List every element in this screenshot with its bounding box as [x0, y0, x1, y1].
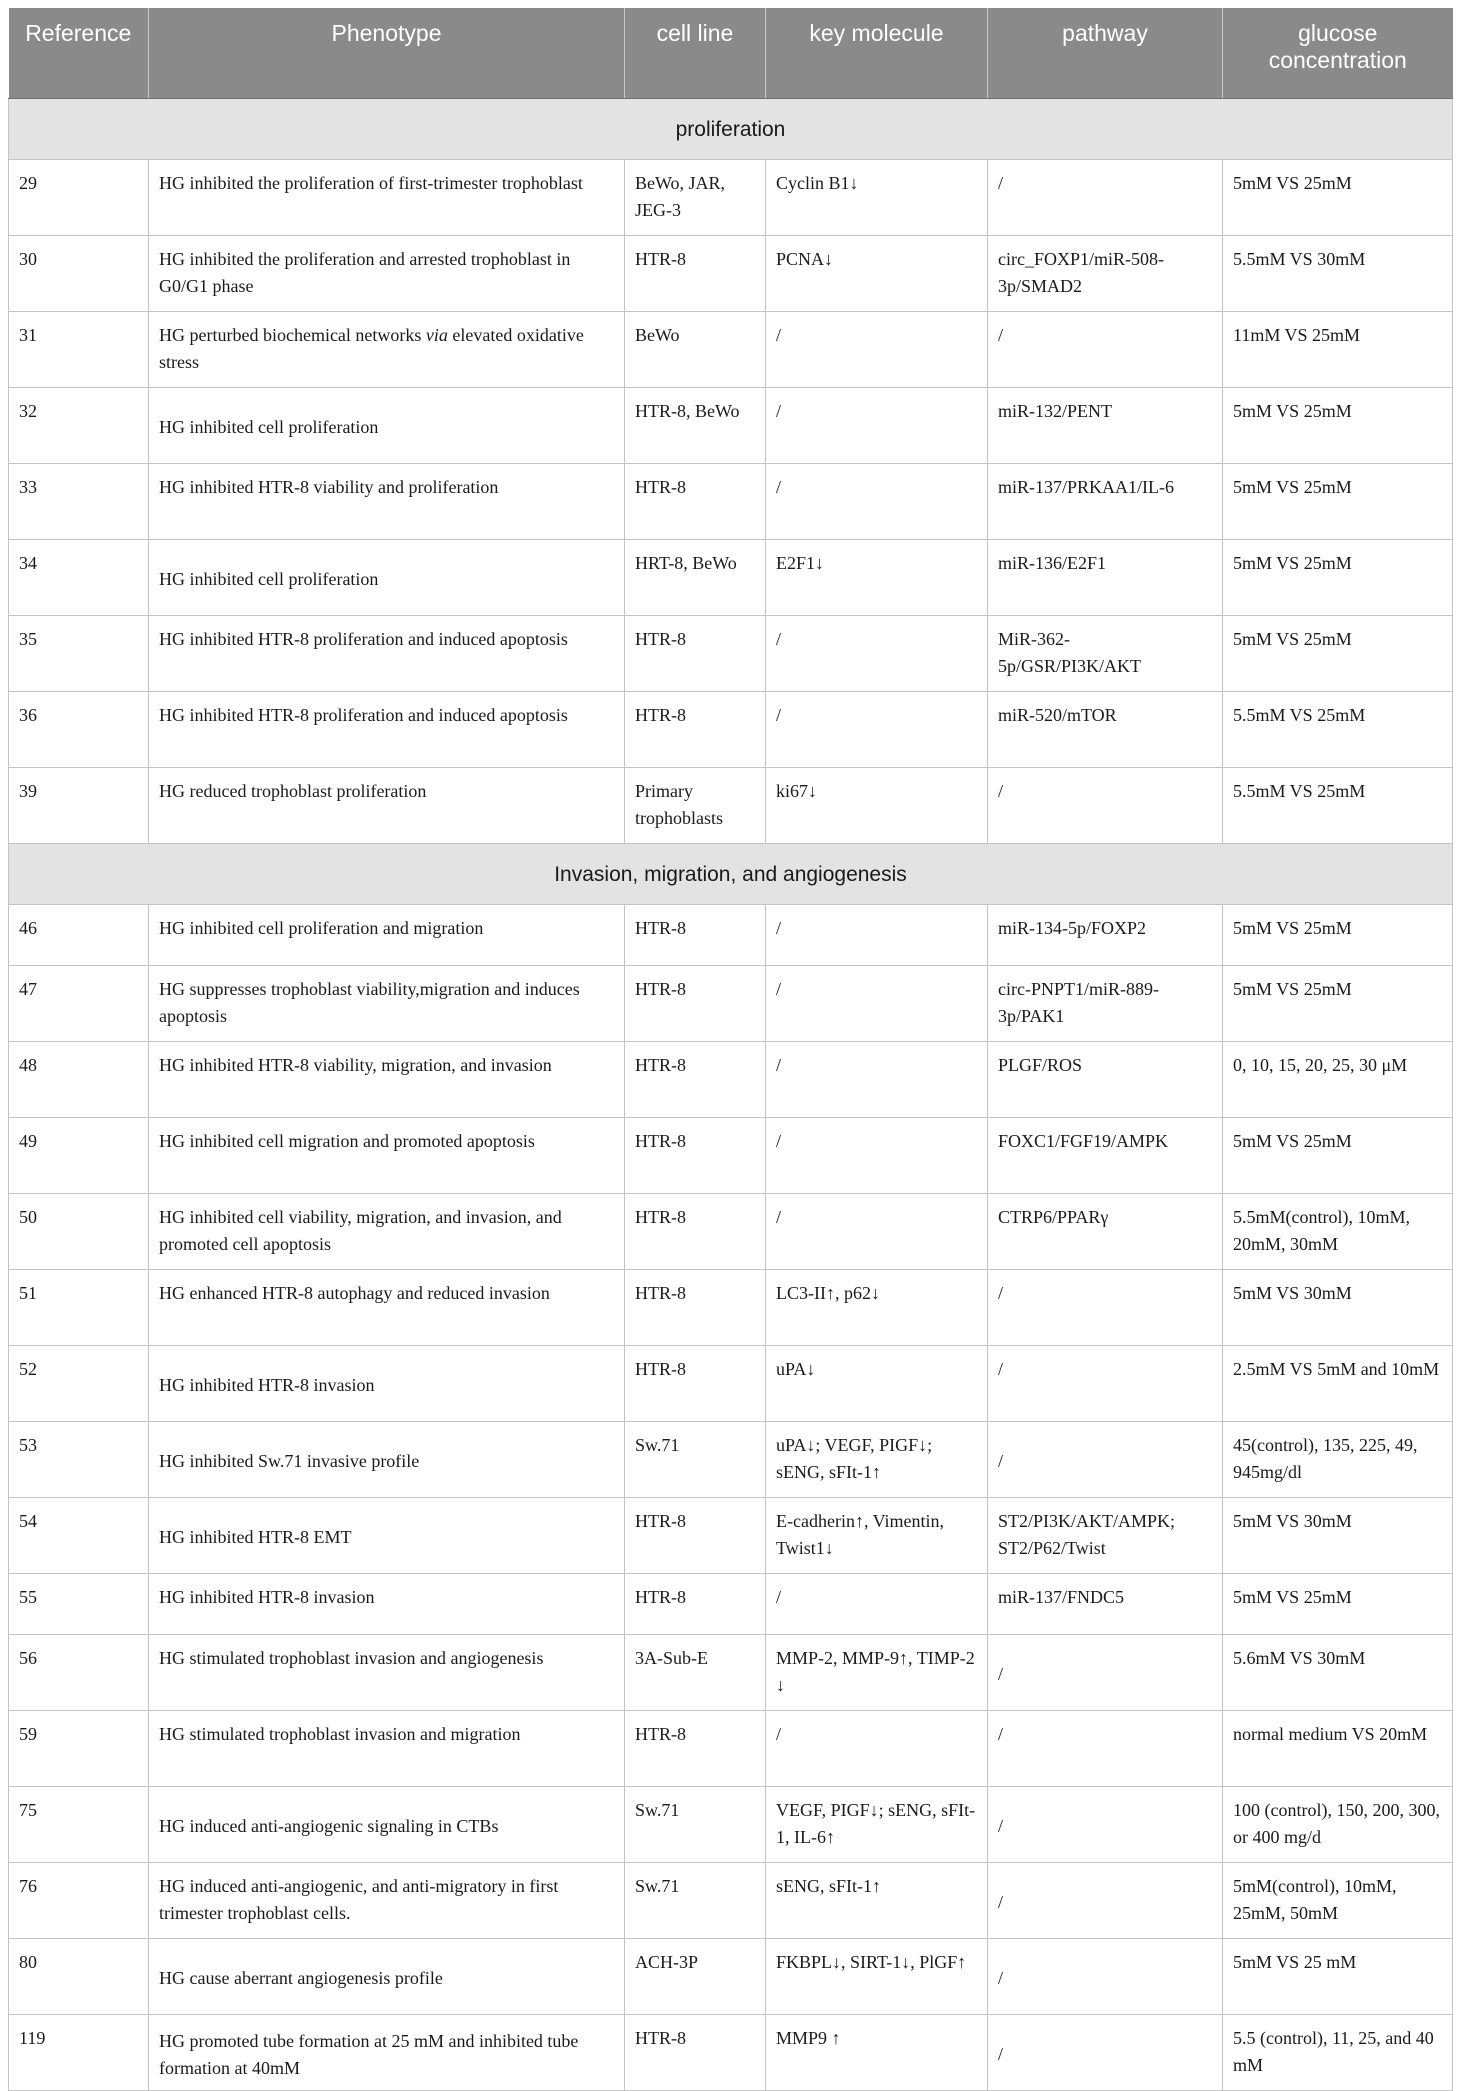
cell-cell-line: HTR-8: [625, 1270, 766, 1346]
cell-cell-line: HTR-8: [625, 1498, 766, 1574]
table-row: [9, 692, 1453, 768]
cell-key-molecule: /: [766, 692, 988, 768]
cell-phenotype: HG inhibited HTR-8 viability, migration, and invasion: [149, 1042, 625, 1118]
cell-reference: 47: [9, 966, 149, 1042]
table-row: [9, 1574, 1453, 1635]
column-header-pathway: pathway: [988, 8, 1223, 99]
cell-pathway: /: [988, 312, 1223, 388]
cell-cell-line: Sw.71: [625, 1422, 766, 1498]
cell-glucose-concentration: 5mM VS 30mM: [1223, 1498, 1453, 1574]
cell-pathway: /: [988, 1787, 1223, 1863]
section-row: [9, 844, 1453, 905]
column-header-phenotype: Phenotype: [149, 8, 625, 99]
cell-phenotype: HG inhibited HTR-8 proliferation and induced apoptosis: [149, 616, 625, 692]
cell-key-molecule: /: [766, 464, 988, 540]
cell-reference: 54: [9, 1498, 149, 1574]
cell-cell-line: HTR-8: [625, 905, 766, 966]
cell-cell-line: HTR-8, BeWo: [625, 388, 766, 464]
cell-reference: 76: [9, 1863, 149, 1939]
cell-pathway: PLGF/ROS: [988, 1042, 1223, 1118]
cell-phenotype: HG inhibited HTR-8 viability and proliferation: [149, 464, 625, 540]
cell-cell-line: HTR-8: [625, 1346, 766, 1422]
table-row: [9, 905, 1453, 966]
table-row: [9, 388, 1453, 464]
table-row: [9, 1194, 1453, 1270]
table-row: [9, 1939, 1453, 2015]
cell-pathway: /: [988, 1346, 1223, 1422]
cell-key-molecule: /: [766, 1042, 988, 1118]
cell-reference: 49: [9, 1118, 149, 1194]
cell-key-molecule: /: [766, 312, 988, 388]
cell-reference: 33: [9, 464, 149, 540]
cell-cell-line: ACH-3P: [625, 1939, 766, 2015]
cell-pathway: circ-PNPT1/miR-889-3p/PAK1: [988, 966, 1223, 1042]
cell-reference: 119: [9, 2015, 149, 2091]
cell-key-molecule: /: [766, 905, 988, 966]
cell-reference: 51: [9, 1270, 149, 1346]
table-row: [9, 540, 1453, 616]
cell-key-molecule: /: [766, 616, 988, 692]
table-header: [9, 8, 1453, 99]
cell-cell-line: HTR-8: [625, 464, 766, 540]
cell-phenotype: HG inhibited the proliferation and arrested trophoblast in G0/G1 phase: [149, 236, 625, 312]
cell-pathway: FOXC1/FGF19/AMPK: [988, 1118, 1223, 1194]
cell-pathway: /: [988, 1863, 1223, 1939]
cell-key-molecule: /: [766, 1118, 988, 1194]
cell-key-molecule: MMP-2, MMP-9↑, TIMP-2 ↓: [766, 1635, 988, 1711]
table-row: [9, 1711, 1453, 1787]
table-row: [9, 1498, 1453, 1574]
table-row: [9, 1863, 1453, 1939]
cell-cell-line: Sw.71: [625, 1787, 766, 1863]
cell-cell-line: BeWo: [625, 312, 766, 388]
cell-phenotype: HG perturbed biochemical networks via elevated oxidative stress: [149, 312, 625, 388]
cell-phenotype: HG reduced trophoblast proliferation: [149, 768, 625, 844]
results-table: [8, 8, 1453, 2091]
table-row: [9, 1635, 1453, 1711]
cell-phenotype: HG inhibited HTR-8 proliferation and induced apoptosis: [149, 692, 625, 768]
cell-glucose-concentration: 5mM VS 25mM: [1223, 464, 1453, 540]
cell-reference: 53: [9, 1422, 149, 1498]
cell-cell-line: HTR-8: [625, 236, 766, 312]
table-row: [9, 2015, 1453, 2091]
cell-cell-line: HTR-8: [625, 616, 766, 692]
table-row: [9, 966, 1453, 1042]
cell-pathway: circ_FOXP1/miR-508-3p/SMAD2: [988, 236, 1223, 312]
cell-glucose-concentration: 0, 10, 15, 20, 25, 30 μM: [1223, 1042, 1453, 1118]
cell-cell-line: HTR-8: [625, 1042, 766, 1118]
table-row: [9, 160, 1453, 236]
cell-reference: 48: [9, 1042, 149, 1118]
cell-glucose-concentration: 45(control), 135, 225, 49, 945mg/dl: [1223, 1422, 1453, 1498]
cell-reference: 52: [9, 1346, 149, 1422]
cell-phenotype: HG stimulated trophoblast invasion and migration: [149, 1711, 625, 1787]
cell-pathway: /: [988, 768, 1223, 844]
table-body: [9, 99, 1453, 2091]
cell-cell-line: 3A-Sub-E: [625, 1635, 766, 1711]
cell-phenotype: HG inhibited the proliferation of first-trimester trophoblast: [149, 160, 625, 236]
cell-key-molecule: LC3-II↑, p62↓: [766, 1270, 988, 1346]
cell-pathway: /: [988, 1422, 1223, 1498]
cell-key-molecule: /: [766, 1194, 988, 1270]
cell-pathway: miR-134-5p/FOXP2: [988, 905, 1223, 966]
cell-cell-line: HTR-8: [625, 1118, 766, 1194]
cell-key-molecule: MMP9 ↑: [766, 2015, 988, 2091]
cell-cell-line: HTR-8: [625, 1194, 766, 1270]
table-row: [9, 768, 1453, 844]
cell-cell-line: HTR-8: [625, 966, 766, 1042]
cell-reference: 46: [9, 905, 149, 966]
cell-reference: 30: [9, 236, 149, 312]
cell-reference: 59: [9, 1711, 149, 1787]
cell-pathway: /: [988, 1711, 1223, 1787]
cell-cell-line: Primary trophoblasts: [625, 768, 766, 844]
cell-phenotype: HG enhanced HTR-8 autophagy and reduced invasion: [149, 1270, 625, 1346]
cell-pathway: miR-137/PRKAA1/IL-6: [988, 464, 1223, 540]
cell-glucose-concentration: 5mM VS 25mM: [1223, 616, 1453, 692]
cell-pathway: /: [988, 2015, 1223, 2091]
cell-reference: 34: [9, 540, 149, 616]
cell-phenotype: HG inhibited Sw.71 invasive profile: [149, 1422, 625, 1498]
cell-pathway: miR-520/mTOR: [988, 692, 1223, 768]
cell-key-molecule: ki67↓: [766, 768, 988, 844]
cell-reference: 75: [9, 1787, 149, 1863]
cell-phenotype: HG inhibited cell proliferation: [149, 388, 625, 464]
table-row: [9, 236, 1453, 312]
cell-pathway: /: [988, 1270, 1223, 1346]
cell-key-molecule: uPA↓: [766, 1346, 988, 1422]
cell-key-molecule: /: [766, 966, 988, 1042]
cell-glucose-concentration: 11mM VS 25mM: [1223, 312, 1453, 388]
column-header-reference: Reference: [9, 8, 149, 99]
section-title: proliferation: [9, 99, 1453, 160]
cell-glucose-concentration: 5mM VS 25mM: [1223, 1118, 1453, 1194]
cell-phenotype: HG inhibited cell proliferation: [149, 540, 625, 616]
cell-key-molecule: E-cadherin↑, Vimentin, Twist1↓: [766, 1498, 988, 1574]
table-row: [9, 1422, 1453, 1498]
cell-glucose-concentration: 5mM(control), 10mM, 25mM, 50mM: [1223, 1863, 1453, 1939]
cell-key-molecule: PCNA↓: [766, 236, 988, 312]
column-header-glucose-concentration: glucose concentration: [1223, 8, 1453, 99]
cell-key-molecule: /: [766, 388, 988, 464]
cell-key-molecule: VEGF, PIGF↓; sENG, sFIt-1, IL-6↑: [766, 1787, 988, 1863]
cell-key-molecule: E2F1↓: [766, 540, 988, 616]
cell-glucose-concentration: 5mM VS 30mM: [1223, 1270, 1453, 1346]
cell-reference: 55: [9, 1574, 149, 1635]
cell-cell-line: HTR-8: [625, 1711, 766, 1787]
cell-pathway: /: [988, 1939, 1223, 2015]
cell-reference: 36: [9, 692, 149, 768]
cell-phenotype: HG inhibited HTR-8 invasion: [149, 1346, 625, 1422]
cell-glucose-concentration: 5mM VS 25mM: [1223, 966, 1453, 1042]
cell-phenotype: HG promoted tube formation at 25 mM and inhibited tube formation at 40mM: [149, 2015, 625, 2091]
cell-glucose-concentration: 5mM VS 25mM: [1223, 540, 1453, 616]
table-row: [9, 616, 1453, 692]
cell-reference: 56: [9, 1635, 149, 1711]
cell-phenotype: HG inhibited HTR-8 EMT: [149, 1498, 625, 1574]
cell-glucose-concentration: 5.5mM VS 25mM: [1223, 768, 1453, 844]
table-row: [9, 1118, 1453, 1194]
cell-phenotype: HG induced anti-angiogenic signaling in CTBs: [149, 1787, 625, 1863]
cell-pathway: miR-137/FNDC5: [988, 1574, 1223, 1635]
table-row: [9, 1270, 1453, 1346]
cell-phenotype: HG stimulated trophoblast invasion and angiogenesis: [149, 1635, 625, 1711]
cell-phenotype: HG inhibited cell proliferation and migration: [149, 905, 625, 966]
cell-glucose-concentration: 100 (control), 150, 200, 300, or 400 mg/d: [1223, 1787, 1453, 1863]
cell-glucose-concentration: 5mM VS 25 mM: [1223, 1939, 1453, 2015]
column-header-key-molecule: key molecule: [766, 8, 988, 99]
cell-phenotype: HG inhibited cell migration and promoted apoptosis: [149, 1118, 625, 1194]
cell-pathway: /: [988, 160, 1223, 236]
cell-key-molecule: Cyclin B1↓: [766, 160, 988, 236]
table-row: [9, 1787, 1453, 1863]
cell-pathway: miR-136/E2F1: [988, 540, 1223, 616]
cell-reference: 35: [9, 616, 149, 692]
cell-pathway: CTRP6/PPARγ: [988, 1194, 1223, 1270]
cell-reference: 32: [9, 388, 149, 464]
table-row: [9, 312, 1453, 388]
cell-cell-line: Sw.71: [625, 1863, 766, 1939]
cell-glucose-concentration: 5.5mM(control), 10mM, 20mM, 30mM: [1223, 1194, 1453, 1270]
table-row: [9, 1346, 1453, 1422]
cell-reference: 80: [9, 1939, 149, 2015]
column-header-cell-line: cell line: [625, 8, 766, 99]
cell-key-molecule: sENG, sFIt-1↑: [766, 1863, 988, 1939]
cell-reference: 50: [9, 1194, 149, 1270]
cell-glucose-concentration: 5mM VS 25mM: [1223, 160, 1453, 236]
cell-phenotype: HG cause aberrant angiogenesis profile: [149, 1939, 625, 2015]
table-row: [9, 464, 1453, 540]
cell-glucose-concentration: 5.5mM VS 25mM: [1223, 692, 1453, 768]
cell-key-molecule: uPA↓; VEGF, PIGF↓; sENG, sFIt-1↑: [766, 1422, 988, 1498]
cell-key-molecule: /: [766, 1711, 988, 1787]
cell-key-molecule: /: [766, 1574, 988, 1635]
cell-reference: 29: [9, 160, 149, 236]
cell-glucose-concentration: 5mM VS 25mM: [1223, 905, 1453, 966]
cell-phenotype: HG induced anti-angiogenic, and anti-migratory in first trimester trophoblast cells.: [149, 1863, 625, 1939]
cell-phenotype: HG inhibited HTR-8 invasion: [149, 1574, 625, 1635]
cell-glucose-concentration: normal medium VS 20mM: [1223, 1711, 1453, 1787]
cell-cell-line: HTR-8: [625, 692, 766, 768]
header-row: [9, 8, 1453, 99]
table-row: [9, 1042, 1453, 1118]
cell-glucose-concentration: 5.5 (control), 11, 25, and 40 mM: [1223, 2015, 1453, 2091]
cell-pathway: MiR-362-5p/GSR/PI3K/AKT: [988, 616, 1223, 692]
cell-pathway: ST2/PI3K/AKT/AMPK; ST2/P62/Twist: [988, 1498, 1223, 1574]
cell-pathway: miR-132/PENT: [988, 388, 1223, 464]
cell-glucose-concentration: 5mM VS 25mM: [1223, 1574, 1453, 1635]
cell-cell-line: HTR-8: [625, 1574, 766, 1635]
cell-reference: 39: [9, 768, 149, 844]
cell-phenotype: HG inhibited cell viability, migration, and invasion, and promoted cell apoptosis: [149, 1194, 625, 1270]
cell-cell-line: BeWo, JAR, JEG-3: [625, 160, 766, 236]
cell-cell-line: HRT-8, BeWo: [625, 540, 766, 616]
cell-cell-line: HTR-8: [625, 2015, 766, 2091]
cell-pathway: /: [988, 1635, 1223, 1711]
cell-glucose-concentration: 5mM VS 25mM: [1223, 388, 1453, 464]
cell-glucose-concentration: 2.5mM VS 5mM and 10mM: [1223, 1346, 1453, 1422]
section-row: [9, 99, 1453, 160]
cell-key-molecule: FKBPL↓, SIRT-1↓, PlGF↑: [766, 1939, 988, 2015]
section-title: Invasion, migration, and angiogenesis: [9, 844, 1453, 905]
cell-glucose-concentration: 5.5mM VS 30mM: [1223, 236, 1453, 312]
cell-phenotype: HG suppresses trophoblast viability,migration and induces apoptosis: [149, 966, 625, 1042]
cell-reference: 31: [9, 312, 149, 388]
cell-glucose-concentration: 5.6mM VS 30mM: [1223, 1635, 1453, 1711]
